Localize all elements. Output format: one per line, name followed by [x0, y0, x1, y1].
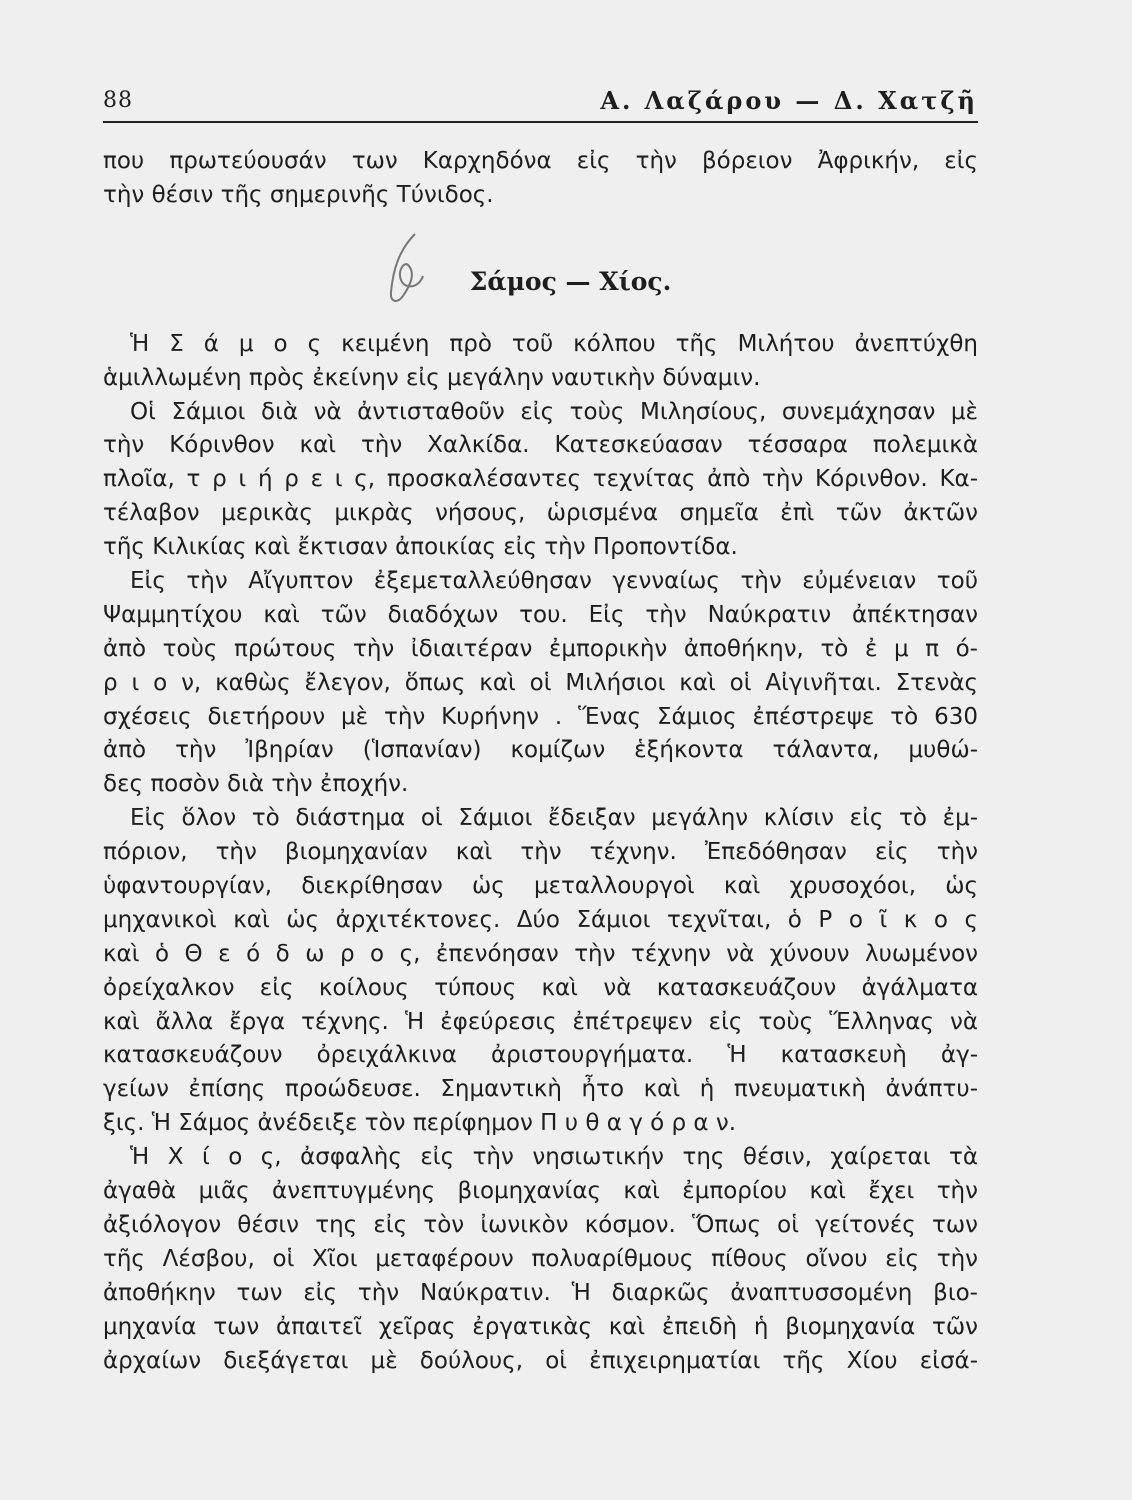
text-line: ἀπὸ τοὺς πρώτους τὴν ἰδιαιτέραν ἐμπορικὴν ἀποθήκην, τὸ ἐ μ π ό- — [103, 635, 978, 662]
text-line: Ψαμμητίχου καὶ τῶν διαδόχων του. Εἰς τὴν Ναύκρατιν ἀπέκτησαν — [103, 601, 978, 628]
text-line: κατασκευάζουν ὀρειχάλκινα ἀριστουργήματα. Ἡ κατασκευὴ ἀγ- — [103, 1042, 978, 1069]
text-line: Εἰς ὅλον τὸ διάστημα οἱ Σάμιοι ἔδειξαν μεγάλην κλίσιν εἰς τὸ ἐμ- — [130, 805, 978, 832]
text-line: σχέσεις διετήρουν μὲ τὴν Κυρήνην . Ἕνας Σάμιος ἐπέστρεψε τὸ 630 — [103, 703, 978, 730]
text-line: μηχανία των ἀπαιτεῖ χεῖρας ἐργατικὰς καὶ ἐπειδὴ ἡ βιομηχανία τῶν — [103, 1313, 978, 1340]
text-line: Εἰς τὴν Αἴγυπτον ἐξεμεταλλεύθησαν γενναίως τὴν εὐμένειαν τοῦ — [130, 568, 978, 595]
text-line: μηχανικοὶ καὶ ὡς ἀρχιτέκτονες. Δύο Σάμιοι τεχνῖται, ὁ Ρ ο ῖ κ ο ς — [103, 906, 978, 933]
text-line: ὑφαντουργίαν, διεκρίθησαν ὡς μεταλλουργοὶ καὶ χρυσοχόοι, ὡς — [103, 873, 978, 900]
text-line: τῆς Λέσβου, οἱ Χῖοι μεταφέρουν πολυαρίθμους πίθους οἴνου εἰς τὴν — [103, 1245, 978, 1272]
text-line: γείων ἐπίσης προώδευσε. Σημαντικὴ ἦτο καὶ ἡ πνευματικὴ ἀνάπτυ- — [103, 1076, 978, 1103]
text-line: ἀπὸ τὴν Ἰβηρίαν (Ἱσπανίαν) κομίζων ἑξήκοντα τάλαντα, μυθώ- — [103, 737, 978, 764]
text-line: τῆς Κιλικίας καὶ ἔκτισαν ἀποικίας εἰς τὴν Προποντίδα. — [103, 534, 738, 561]
page-number: 88 — [103, 88, 133, 113]
text-line: ἀξιόλογον θέσιν της εἰς τὸν ἰωνικὸν κόσμον. Ὅπως οἱ γείτονές των — [103, 1211, 978, 1238]
running-head: Α. Λαζάρου — Δ. Χατζῆ — [600, 86, 978, 115]
text-line: Οἱ Σάμιοι διὰ νὰ ἀντισταθοῦν εἰς τοὺς Μιλησίους, συνεμάχησαν μὲ — [130, 398, 978, 425]
text-line: που πρωτεύουσάν των Καρχηδόνα εἰς τὴν βόρειον Ἀφρικήν, εἰς — [103, 148, 978, 174]
text-line: πλοῖα, τ ρ ι ή ρ ε ι ς, προσκαλέσαντες τεχνίτας ἀπὸ τὴν Κόρινθον. Κα- — [103, 466, 978, 493]
text-line: καὶ ὁ Θ ε ό δ ω ρ ο ς, ἐπενόησαν τὴν τέχνην νὰ χύνουν λυωμένον — [103, 940, 978, 967]
text-line: ἁμιλλωμένη πρὸς ἐκείνην εἰς μεγάλην ναυτικὴν δύναμιν. — [103, 364, 761, 391]
text-line: Ἡ Χ ί ο ς, ἀσφαλὴς εἰς τὴν νησιωτικήν της θέσιν, χαίρεται τὰ — [130, 1144, 978, 1171]
text-line: ρ ι ο ν, καθὼς ἔλεγον, ὅπως καὶ οἱ Μιλήσιοι καὶ οἱ Αἰγινῆται. Στενὰς — [103, 669, 978, 696]
text-line: ξις. Ἡ Σάμος ἀνέδειξε τὸν περίφημον Π υ θ α γ ό ρ α ν. — [103, 1110, 737, 1137]
text-line: ἀρχαίων διεξάγεται μὲ δούλους, οἱ ἐπιχειρηματίαι τῆς Χίου εἰσά- — [103, 1347, 978, 1374]
body-text — [103, 145, 978, 1378]
text-line: ἀποθήκην των εἰς τὴν Ναύκρατιν. Ἡ διαρκῶς ἀναπτυσσομένη βιο- — [103, 1279, 978, 1306]
text-line: τέλαβον μερικὰς μικρὰς νήσους, ὡρισμένα σημεῖα ἐπὶ τῶν ἀκτῶν — [103, 500, 978, 527]
text-line: ἀγαθὰ μιᾶς ἀνεπτυγμένης βιομηχανίας καὶ ἐμπορίου καὶ ἔχει τὴν — [103, 1178, 978, 1205]
page-header — [103, 84, 978, 120]
header-rule — [103, 121, 978, 123]
text-line: Ἡ Σ ά μ ο ς κειμένη πρὸ τοῦ κόλπου τῆς Μιλήτου ἀνεπτύχθη — [130, 330, 978, 357]
text-line: τὴν θέσιν τῆς σημερινῆς Τύνιδος. — [103, 181, 494, 208]
text-line: ὀρείχαλκον εἰς κοίλους τύπους καὶ νὰ κατασκευάζουν ἀγάλματα — [103, 974, 978, 1001]
section-heading: Σάμος — Χίος. — [469, 266, 672, 296]
text-line: τὴν Κόρινθον καὶ τὴν Χαλκίδα. Κατεσκεύασαν τέσσαρα πολεμικὰ — [103, 432, 978, 459]
text-line: δες ποσὸν διὰ τὴν ἐποχήν. — [103, 771, 409, 798]
text-line: πόριον, τὴν βιομηχανίαν καὶ τὴν τέχνην. Ἐπεδόθησαν εἰς τὴν — [103, 839, 978, 866]
text-line: καὶ ἄλλα ἔργα τέχνης. Ἡ ἐφεύρεσις ἐπέτρεψεν εἰς τοὺς Ἕλληνας νὰ — [103, 1008, 978, 1035]
